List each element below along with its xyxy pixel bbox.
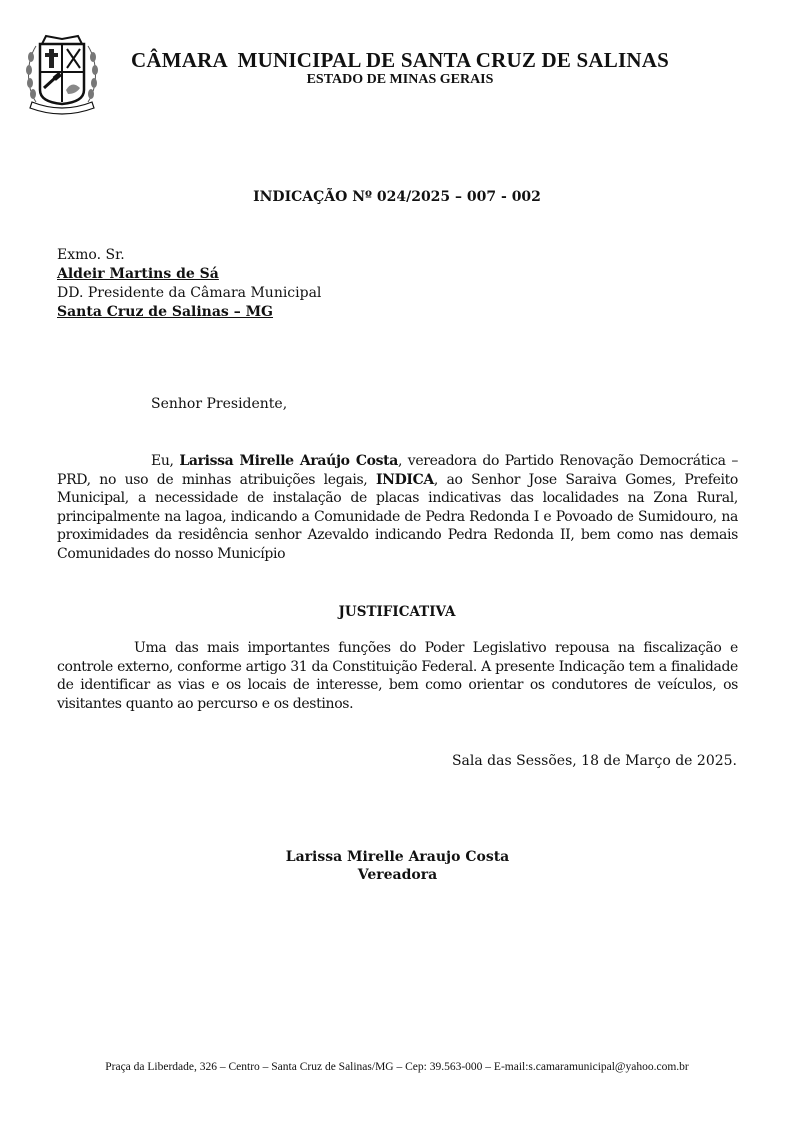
recipient-location: Santa Cruz de Salinas – MG bbox=[57, 304, 274, 320]
document-title: INDICAÇÃO Nº 024/2025 – 007 - 002 bbox=[253, 189, 541, 205]
body-text-start: Eu, bbox=[151, 453, 180, 469]
recipient-name: Aldeir Martins de Sá bbox=[57, 266, 219, 282]
justification-paragraph: Uma das mais importantes funções do Poder Legislativo repousa na fiscalização e controle externo, conforme artigo 31 da Constituição Federal. A presente Indicação tem a finalidade de identificar as vias e os locais de interesse, bem como orientar os condutores de veículos, os visitantes quanto ao percurso e os destinos. bbox=[57, 640, 738, 712]
recipient-block bbox=[57, 246, 321, 322]
indica-keyword: INDICA bbox=[375, 471, 434, 488]
body-text-end: , ao Senhor Jose Saraiva Gomes, Prefeito Municipal, a necessidade de instalação de placas indicativas das localidades na Zona Rural, principalmente na lagoa, indicando a Comunidade de Pedra Redonda I e Povoado de Sumidouro, na proximidades da residência senhor Azevaldo indicando Pedra Redonda II, bem como nas demais Comunidades do nosso Município bbox=[57, 471, 738, 562]
greeting: Senhor Presidente, bbox=[151, 396, 288, 412]
header-title: CÂMARA MUNICIPAL DE SANTA CRUZ DE SALINAS bbox=[131, 48, 669, 72]
municipal-coat-of-arms-icon bbox=[22, 32, 102, 116]
justification-title: JUSTIFICATIVA bbox=[338, 604, 456, 620]
footer-address: Praça da Liberdade, 326 – Centro – Santa Cruz de Salinas/MG – Cep: 39.563-000 – E-mail:s.camaramunicipal@yahoo.com.br bbox=[105, 1061, 689, 1073]
header-subtitle: ESTADO DE MINAS GERAIS bbox=[306, 72, 494, 87]
signature-name: Larissa Mirelle Araujo Costa bbox=[285, 849, 510, 865]
recipient-salutation: Exmo. Sr. bbox=[57, 247, 125, 263]
body-paragraph bbox=[57, 452, 738, 564]
councilor-name: Larissa Mirelle Araújo Costa bbox=[179, 453, 398, 469]
place-date: Sala das Sessões, 18 de Março de 2025. bbox=[451, 753, 737, 769]
signature-role: Vereadora bbox=[357, 867, 438, 883]
body-text-mid: , vereadora do Partido Renovação Democrática – PRD, no uso de minhas atribuições legais, bbox=[57, 453, 738, 488]
signature-block bbox=[240, 848, 555, 884]
recipient-role: DD. Presidente da Câmara Municipal bbox=[57, 285, 322, 301]
